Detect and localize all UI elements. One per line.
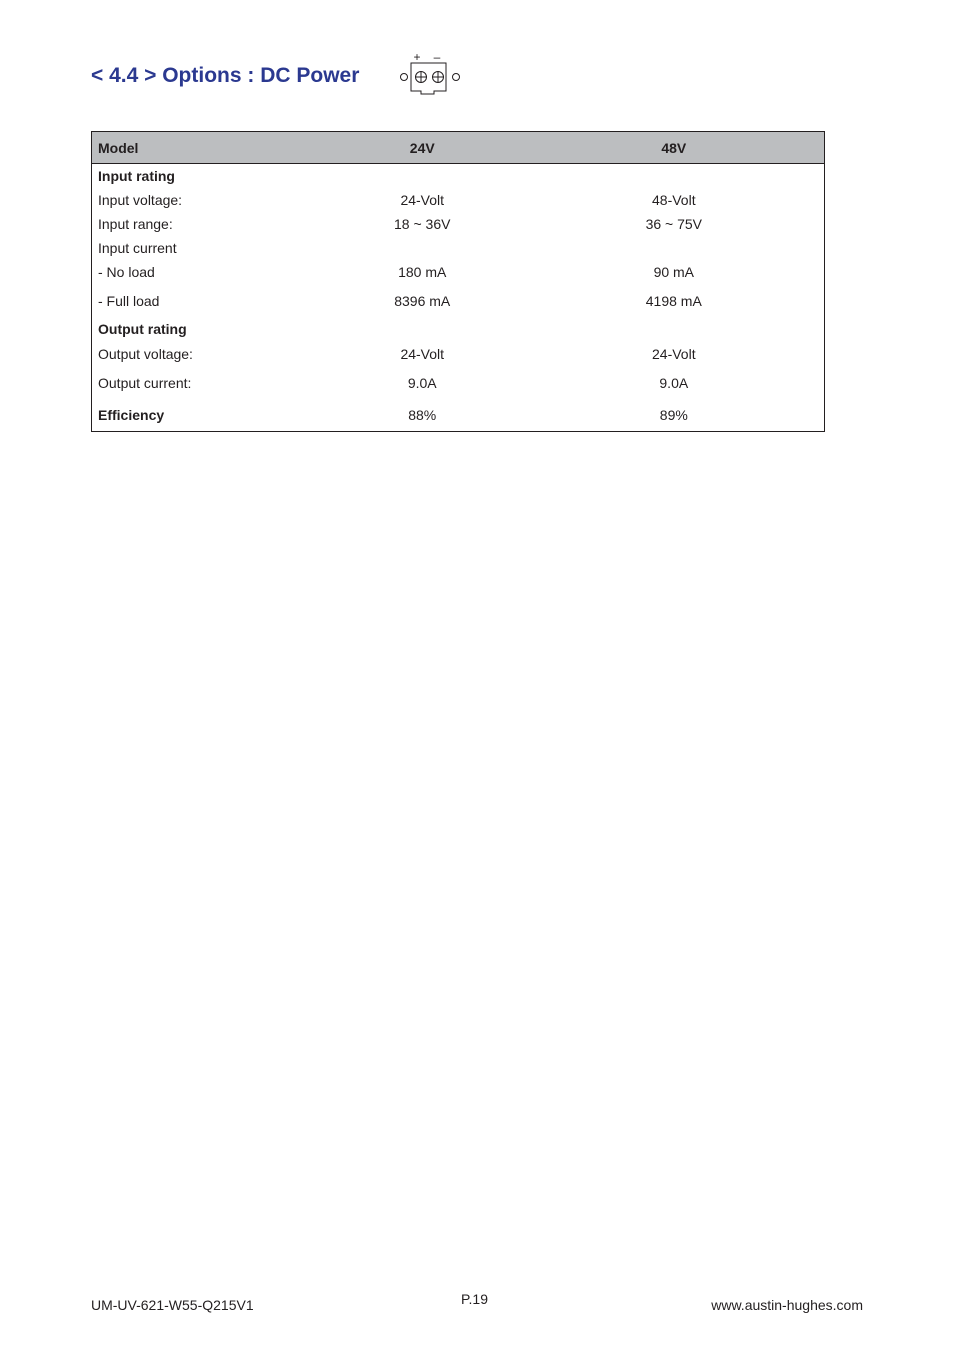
value-24v: 24-Volt (400, 192, 445, 208)
table-row (92, 188, 825, 212)
value-24v: 8396 mA (394, 292, 451, 309)
table-row (92, 367, 825, 399)
value-24v: 24-Volt (400, 346, 445, 362)
value-48v: 48-Volt (652, 192, 696, 208)
value-48v: 90 mA (653, 264, 695, 280)
row-label: Output rating (98, 321, 187, 337)
page-title: < 4.4 > Options : DC Power (91, 64, 360, 87)
value-48v: 4198 mA (645, 292, 702, 309)
footer-page-number: P.19 (461, 1291, 488, 1307)
row-label: Efficiency (98, 406, 165, 423)
footer-doc-id: UM-UV-621-W55-Q215V1 (91, 1297, 254, 1313)
table-header-row (92, 132, 825, 164)
value-24v (321, 236, 524, 260)
value-24v (321, 164, 524, 189)
row-label: Input rating (98, 168, 175, 184)
value-24v: 18 ~ 36V (394, 216, 451, 232)
value-48v (524, 164, 825, 189)
dc-power-spec-table (91, 131, 825, 432)
table-row (92, 164, 825, 189)
table-row (92, 341, 825, 367)
value-24v (321, 317, 524, 341)
row-label: Output voltage: (98, 346, 193, 362)
row-label: Input current (98, 240, 177, 256)
table-row (92, 212, 825, 236)
row-label: - Full load (98, 292, 160, 309)
row-label: Input range: (98, 216, 173, 232)
row-label: Input voltage: (98, 192, 183, 208)
table-row (92, 317, 825, 341)
value-48v: 24-Volt (652, 346, 696, 362)
value-24v: 88% (408, 406, 437, 423)
row-label: Output current: (98, 375, 192, 391)
value-24v: 9.0A (407, 375, 437, 391)
value-48v (524, 236, 825, 260)
value-48v: 89% (659, 406, 688, 423)
value-48v: 9.0A (659, 375, 689, 391)
plus-sign: + (413, 51, 421, 64)
dc-terminal-block-icon (396, 51, 462, 95)
table-row (92, 284, 825, 317)
footer-website: www.austin-hughes.com (711, 1297, 863, 1313)
value-24v: 180 mA (398, 264, 447, 280)
table-row (92, 399, 825, 431)
table-row (92, 260, 825, 284)
value-48v (524, 317, 825, 341)
minus-sign: – (433, 51, 441, 64)
value-48v: 36 ~ 75V (645, 216, 703, 232)
header-24v: 24V (321, 132, 524, 164)
table-row (92, 236, 825, 260)
header-48v: 48V (524, 132, 825, 164)
row-label: - No load (98, 264, 155, 280)
header-model: Model (92, 132, 321, 164)
